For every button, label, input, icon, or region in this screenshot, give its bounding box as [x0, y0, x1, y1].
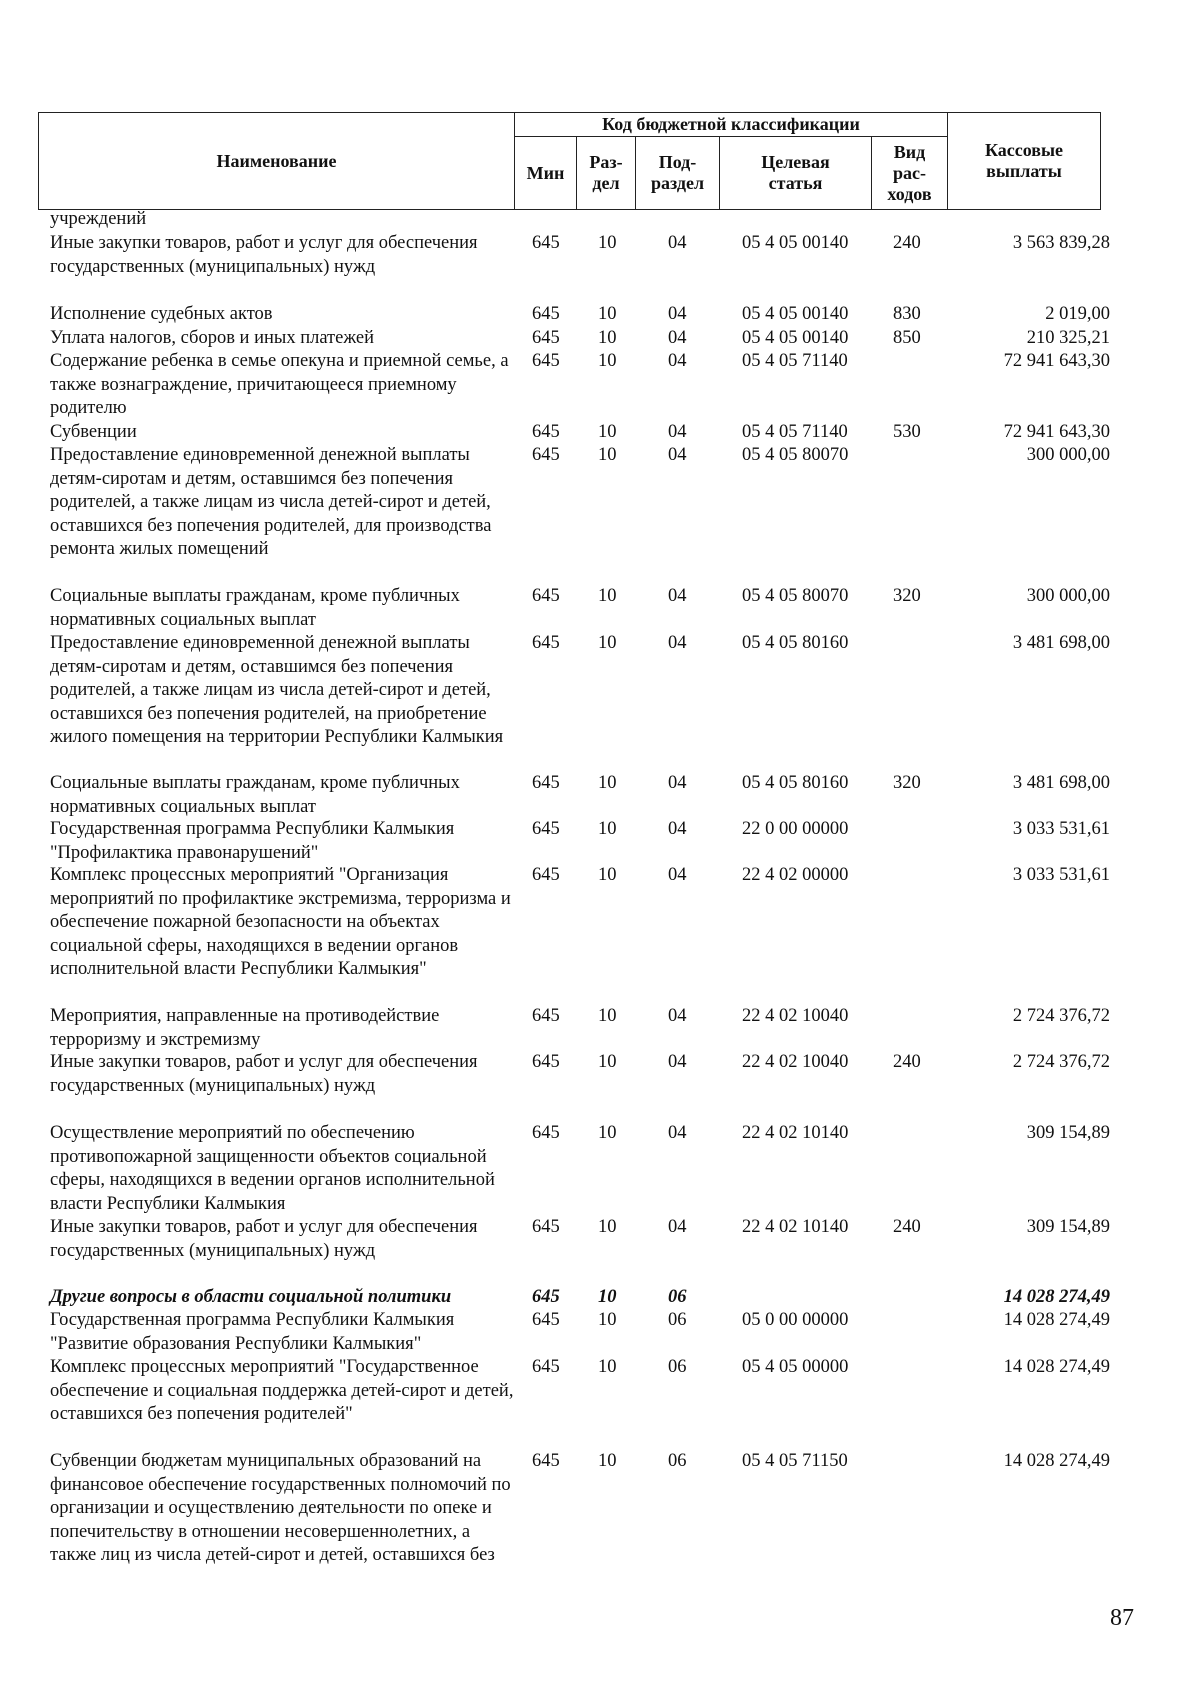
row-podrazdel: 04 — [668, 304, 687, 324]
row-sum: 300 000,00 — [1026, 586, 1110, 606]
row-min: 645 — [532, 633, 560, 653]
row-name: Государственная программа Республики Калмыкия "Развитие образования Республики Калмыкия" — [50, 1310, 455, 1354]
row-celevaya: 05 4 05 71140 — [742, 422, 848, 442]
row-razdel: 10 — [598, 1123, 617, 1143]
row-podrazdel: 04 — [668, 1052, 687, 1072]
table-header — [38, 112, 1101, 210]
row-vid: 320 — [893, 586, 921, 606]
row-name: Иные закупки товаров, работ и услуг для обеспечения государственных (муниципальных) нужд — [50, 233, 478, 277]
row-sum: 72 941 643,30 — [1003, 422, 1110, 442]
header-podrazdel: Под- раздел — [636, 137, 720, 210]
row-razdel: 10 — [598, 1006, 617, 1026]
row-name: Иные закупки товаров, работ и услуг для обеспечения государственных (муниципальных) нужд — [50, 1217, 478, 1261]
row-podrazdel: 04 — [668, 633, 687, 653]
row-razdel: 10 — [598, 773, 617, 793]
row-min: 645 — [532, 351, 560, 371]
row-podrazdel: 04 — [668, 422, 687, 442]
row-razdel: 10 — [598, 1357, 617, 1377]
row-razdel: 10 — [598, 865, 617, 885]
row-razdel: 10 — [598, 586, 617, 606]
row-vid: 240 — [893, 1217, 921, 1237]
row-min: 645 — [532, 1006, 560, 1026]
row-sum: 14 028 274,49 — [1003, 1357, 1110, 1377]
row-vid: 240 — [893, 233, 921, 253]
header-vid: Вид рас- ходов — [872, 137, 948, 210]
row-sum: 3 033 531,61 — [1012, 819, 1110, 839]
row-celevaya: 05 4 05 80070 — [742, 445, 849, 465]
row-razdel: 10 — [598, 304, 617, 324]
row-podrazdel: 04 — [668, 233, 687, 253]
row-podrazdel: 04 — [668, 445, 687, 465]
row-name: Государственная программа Республики Калмыкия "Профилактика правонарушений" — [50, 819, 455, 863]
header-min: Мин — [515, 137, 577, 210]
row-min: 645 — [532, 773, 560, 793]
row-celevaya: 05 0 00 00000 — [742, 1310, 849, 1330]
row-sum: 309 154,89 — [1026, 1123, 1110, 1143]
row-sum: 72 941 643,30 — [1003, 351, 1110, 371]
header-celevaya: Целевая статья — [720, 137, 872, 210]
row-min: 645 — [532, 865, 560, 885]
row-podrazdel: 06 — [668, 1287, 687, 1307]
header-razdel: Раз- дел — [577, 137, 636, 210]
row-celevaya: 05 4 05 71140 — [742, 351, 848, 371]
row-razdel: 10 — [598, 1310, 617, 1330]
row-celevaya: 05 4 05 71150 — [742, 1451, 848, 1471]
row-celevaya: 22 4 02 10040 — [742, 1052, 849, 1072]
row-name: Исполнение судебных актов — [50, 304, 273, 324]
row-podrazdel: 04 — [668, 1123, 687, 1143]
row-podrazdel: 04 — [668, 586, 687, 606]
row-min: 645 — [532, 1451, 560, 1471]
row-name: Субвенции — [50, 422, 137, 442]
row-name: Комплекс процессных мероприятий "Организация мероприятий по профилактике экстремизма, терроризма и обеспечение пожарной безопасности на объектах социальной сферы, находящихся в ведении органов исполнительной власти Республики Калмыкия" — [50, 865, 511, 980]
row-razdel: 10 — [598, 422, 617, 442]
row-min: 645 — [532, 422, 560, 442]
row-name: Уплата налогов, сборов и иных платежей — [50, 328, 375, 348]
row-sum: 14 028 274,49 — [1003, 1287, 1110, 1307]
row-sum: 309 154,89 — [1026, 1217, 1110, 1237]
row-min: 645 — [532, 1357, 560, 1377]
row-razdel: 10 — [598, 633, 617, 653]
row-razdel: 10 — [598, 328, 617, 348]
row-celevaya: 22 0 00 00000 — [742, 819, 849, 839]
header-code-group: Код бюджетной классификации — [515, 113, 948, 137]
row-podrazdel: 06 — [668, 1310, 687, 1330]
row-vid: 240 — [893, 1052, 921, 1072]
row-name: Социальные выплаты гражданам, кроме публичных нормативных социальных выплат — [50, 586, 460, 630]
row-razdel: 10 — [598, 1052, 617, 1072]
row-podrazdel: 04 — [668, 865, 687, 885]
row-name: Иные закупки товаров, работ и услуг для обеспечения государственных (муниципальных) нужд — [50, 1052, 478, 1096]
row-min: 645 — [532, 1287, 560, 1307]
row-sum: 3 481 698,00 — [1012, 633, 1110, 653]
row-podrazdel: 04 — [668, 773, 687, 793]
row-celevaya: 05 4 05 00000 — [742, 1357, 849, 1377]
row-razdel: 10 — [598, 1217, 617, 1237]
row-min: 645 — [532, 1310, 560, 1330]
row-sum: 3 563 839,28 — [1012, 233, 1110, 253]
row-name: Социальные выплаты гражданам, кроме публичных нормативных социальных выплат — [50, 773, 460, 817]
row-vid: 320 — [893, 773, 921, 793]
row-celevaya: 22 4 02 10140 — [742, 1217, 849, 1237]
row-min: 645 — [532, 586, 560, 606]
row-sum: 300 000,00 — [1026, 445, 1110, 465]
row-min: 645 — [532, 1052, 560, 1072]
row-celevaya: 22 4 02 10040 — [742, 1006, 849, 1026]
row-name: Комплекс процессных мероприятий "Государственное обеспечение и социальная поддержка детей-сирот и детей, оставшихся без попечения родителей" — [50, 1357, 514, 1425]
row-vid: 830 — [893, 304, 921, 324]
row-razdel: 10 — [598, 1451, 617, 1471]
row-sum: 3 481 698,00 — [1012, 773, 1110, 793]
row-celevaya: 22 4 02 10140 — [742, 1123, 849, 1143]
row-min: 645 — [532, 328, 560, 348]
row-podrazdel: 04 — [668, 819, 687, 839]
row-sum: 210 325,21 — [1026, 328, 1110, 348]
row-sum: 14 028 274,49 — [1003, 1451, 1110, 1471]
row-celevaya: 05 4 05 80070 — [742, 586, 849, 606]
row-min: 645 — [532, 233, 560, 253]
row-vid: 850 — [893, 328, 921, 348]
row-name: Субвенции бюджетам муниципальных образований на финансовое обеспечение государственных полномочий по организации и осуществлению деятельности по опеке и попечительству в отношении несовершеннолетних, а также лиц из числа детей-сирот и детей, оставшихся без — [50, 1451, 511, 1566]
page-number: 87 — [1110, 1605, 1134, 1631]
row-name: Осуществление мероприятий по обеспечению противопожарной защищенности объектов социальной сферы, находящихся в ведении органов исполнительной власти Республики Калмыкия — [50, 1123, 495, 1214]
row-celevaya: 05 4 05 80160 — [742, 633, 849, 653]
row-celevaya: 05 4 05 80160 — [742, 773, 849, 793]
row-name: Предоставление единовременной денежной выплаты детям-сиротам и детям, оставшимся без попечения родителей, а также лицам из числа детей-сирот и детей, оставшихся без попечения родителей, на приобретение жилого помещения на территории Республики Калмыкия — [50, 633, 504, 748]
row-podrazdel: 06 — [668, 1357, 687, 1377]
row-razdel: 10 — [598, 351, 617, 371]
row-sum: 3 033 531,61 — [1012, 865, 1110, 885]
row-min: 645 — [532, 1123, 560, 1143]
row-podrazdel: 04 — [668, 1217, 687, 1237]
row-min: 645 — [532, 304, 560, 324]
row-razdel: 10 — [598, 445, 617, 465]
row-min: 645 — [532, 445, 560, 465]
row-name: Мероприятия, направленные на противодействие терроризму и экстремизму — [50, 1006, 440, 1050]
row-name: Содержание ребенка в семье опекуна и приемной семье, а также вознаграждение, причитающееся приемному родителю — [50, 351, 509, 419]
row-sum: 14 028 274,49 — [1003, 1310, 1110, 1330]
row-razdel: 10 — [598, 819, 617, 839]
row-name: учреждений — [50, 209, 147, 229]
row-podrazdel: 04 — [668, 328, 687, 348]
row-celevaya: 22 4 02 00000 — [742, 865, 849, 885]
header-name: Наименование — [39, 113, 515, 210]
row-vid: 530 — [893, 422, 921, 442]
row-celevaya: 05 4 05 00140 — [742, 328, 849, 348]
row-razdel: 10 — [598, 233, 617, 253]
row-name: Другие вопросы в области социальной политики — [50, 1287, 452, 1307]
row-podrazdel: 04 — [668, 1006, 687, 1026]
row-sum: 2 724 376,72 — [1012, 1052, 1110, 1072]
row-min: 645 — [532, 819, 560, 839]
row-sum: 2 724 376,72 — [1012, 1006, 1110, 1026]
row-podrazdel: 04 — [668, 351, 687, 371]
row-min: 645 — [532, 1217, 560, 1237]
row-name: Предоставление единовременной денежной выплаты детям-сиротам и детям, оставшимся без попечения родителей, а также лицам из числа детей-сирот и детей, оставшихся без попечения родителей, для производства ремонта жилых помещений — [50, 445, 492, 560]
row-celevaya: 05 4 05 00140 — [742, 233, 849, 253]
row-sum: 2 019,00 — [1045, 304, 1110, 324]
row-razdel: 10 — [598, 1287, 617, 1307]
row-celevaya: 05 4 05 00140 — [742, 304, 849, 324]
header-kassovye: Кассовые выплаты — [948, 113, 1101, 210]
row-podrazdel: 06 — [668, 1451, 687, 1471]
